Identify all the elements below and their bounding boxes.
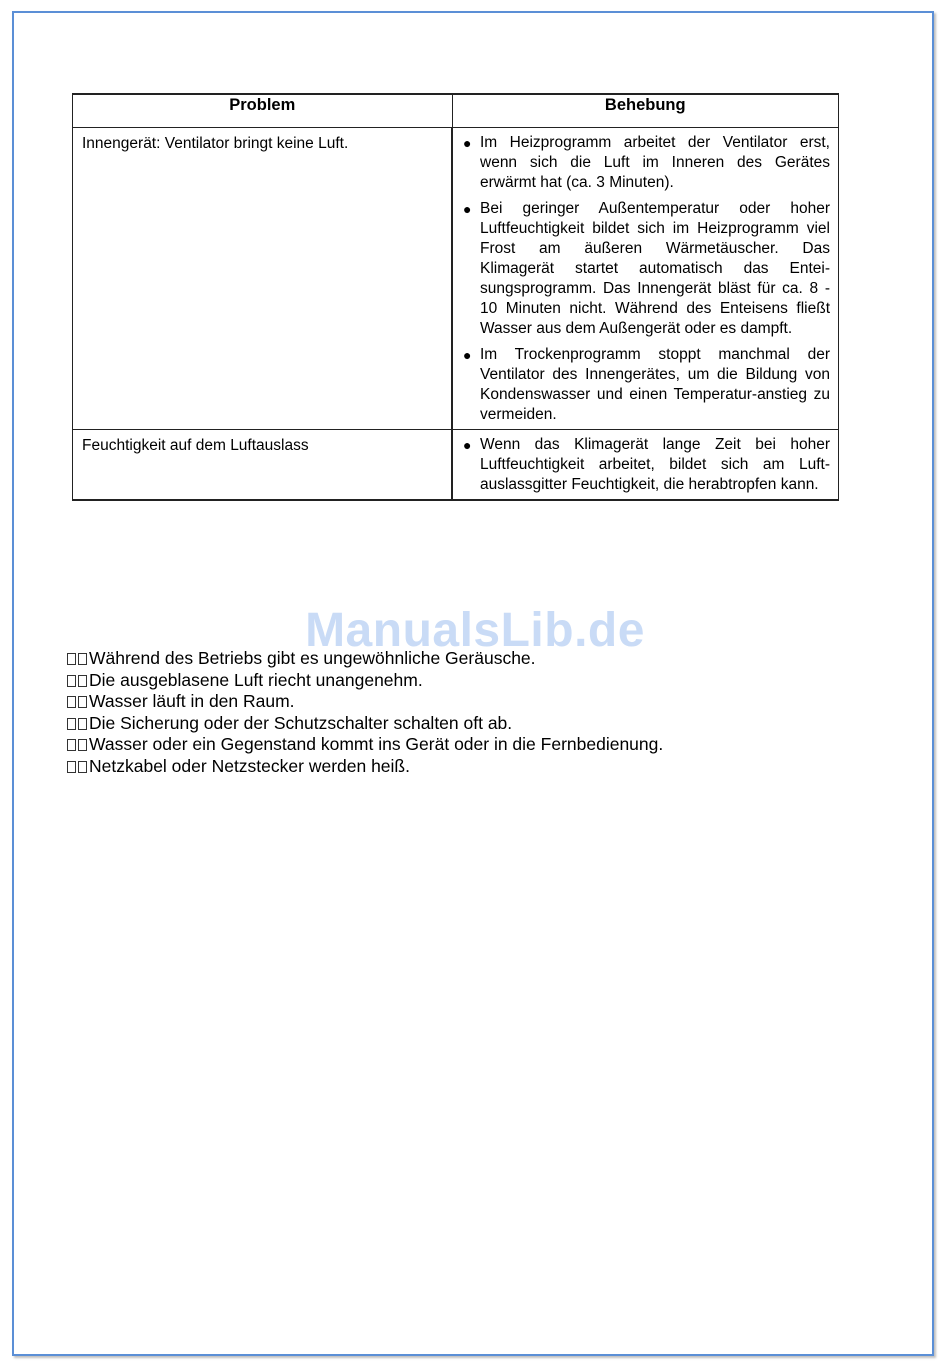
- warning-text: Die ausgeblasene Luft riecht unangenehm.: [89, 669, 423, 690]
- fix-list: [461, 133, 830, 425]
- warning-text: Die Sicherung oder der Schutzschalter schalten oft ab.: [89, 712, 513, 733]
- problem-cell: Innengerät: Ventilator bringt keine Luft.: [73, 128, 453, 430]
- header-problem: Problem: [73, 94, 453, 128]
- warning-item: [67, 756, 663, 778]
- checkbox-icon: [78, 761, 87, 773]
- fix-text: Bei geringer Außentemperatur oder hoher Luftfeuchtigkeit bildet sich im Heizprogramm viel Frost am äußeren Wärmetäuscher. Das Klimagerät startet automatisch das Entei-sungsprogramm. Das Innengerät bläst für ca. 8 - 10 Minuten nicht. Während des Enteisens fließt Wasser aus dem Außengerät oder es dampft.: [480, 200, 830, 337]
- bullet-icon: ●: [463, 201, 472, 217]
- warning-text: Während des Betriebs gibt es ungewöhnliche Geräusche.: [89, 648, 536, 668]
- checkbox-icon: [67, 675, 76, 687]
- checkbox-icon: [67, 653, 76, 665]
- checkbox-icon: [67, 739, 76, 751]
- warning-text: Wasser läuft in den Raum.: [89, 691, 295, 711]
- fix-item: [461, 133, 830, 193]
- checkbox-icon: [78, 675, 87, 687]
- warning-item: [67, 691, 663, 713]
- troubleshooting-table: [72, 93, 839, 501]
- table-header-row: [73, 94, 839, 128]
- warning-item: [67, 713, 663, 735]
- table-row: [73, 128, 839, 430]
- problem-cell: Feuchtigkeit auf dem Luftauslass: [73, 430, 453, 501]
- fix-item: [461, 345, 830, 425]
- checkbox-icon: [67, 761, 76, 773]
- checkbox-icon: [78, 718, 87, 730]
- checkbox-icon: [78, 653, 87, 665]
- fix-cell: [452, 430, 839, 501]
- checkbox-icon: [78, 696, 87, 708]
- checkbox-icon: [67, 696, 76, 708]
- warning-item: [67, 648, 663, 670]
- fix-item: [461, 435, 830, 495]
- warning-text: Wasser oder ein Gegenstand kommt ins Gerät oder in die Fernbedienung.: [89, 734, 664, 754]
- fix-item: [461, 199, 830, 339]
- fix-text: Im Heizprogramm arbeitet der Ventilator erst, wenn sich die Luft im Inneren des Gerätes erwärmt hat (ca. 3 Minuten).: [480, 134, 830, 191]
- bullet-icon: ●: [463, 437, 472, 453]
- warning-text: Netzkabel oder Netzstecker werden heiß.: [89, 755, 410, 776]
- checkbox-icon: [78, 739, 87, 751]
- fix-text: Wenn das Klimagerät lange Zeit bei hoher Luftfeuchtigkeit arbeitet, bildet sich am Luft-auslassgitter Feuchtigkeit, die herabtropfen kann.: [480, 436, 830, 493]
- warning-item: [67, 670, 663, 692]
- warning-item: [67, 734, 663, 756]
- header-fix: Behebung: [452, 94, 839, 128]
- table-row: [73, 430, 839, 501]
- warning-list: [67, 648, 663, 777]
- fix-cell: [452, 128, 839, 430]
- watermark: ManualsLib.de: [305, 604, 645, 657]
- bullet-icon: ●: [463, 347, 472, 363]
- fix-text: Im Trockenprogramm stoppt manchmal der Ventilator des Innengerätes, um die Bildung von Kondenswasser und einen Temperatur-anstieg zu vermeiden.: [480, 346, 830, 423]
- checkbox-icon: [67, 718, 76, 730]
- bullet-icon: ●: [463, 135, 472, 151]
- fix-list: [461, 435, 830, 495]
